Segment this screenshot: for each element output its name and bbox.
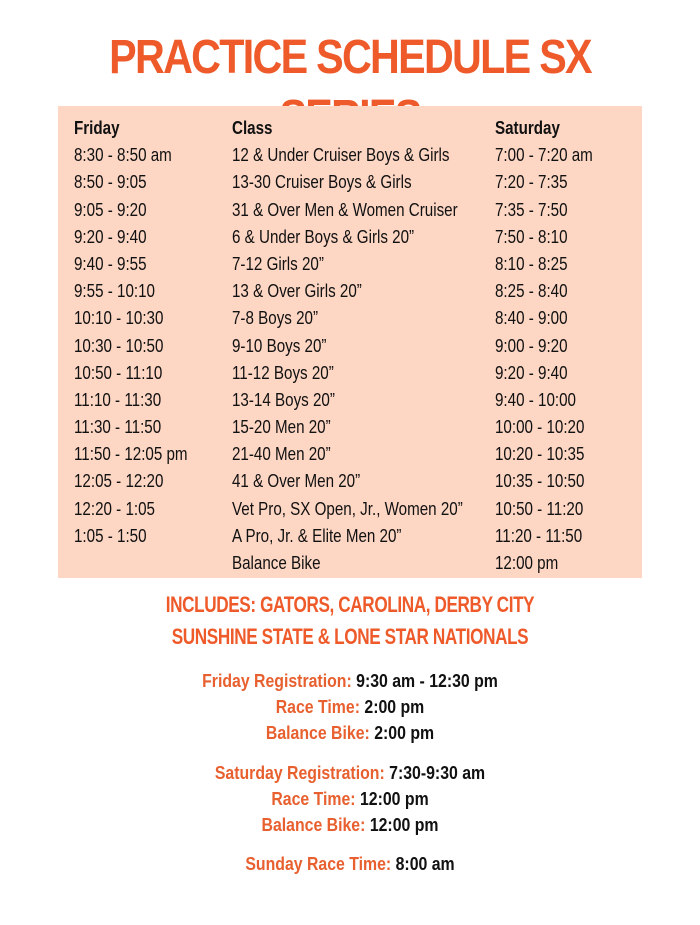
saturday-time-cell: 7:20 - 7:35: [495, 171, 568, 193]
saturday-time-cell: 9:00 - 9:20: [495, 334, 568, 356]
saturday-race-time-line: [42, 786, 658, 812]
friday-time-cell: 11:30 - 11:50: [74, 416, 162, 438]
saturday-registration-line: [42, 760, 658, 786]
saturday-time-cell: 10:00 - 10:20: [495, 416, 585, 438]
saturday-time-cell: 11:20 - 11:50: [495, 524, 583, 546]
class-column: [232, 114, 513, 576]
friday-time-cell: 12:20 - 1:05: [74, 497, 155, 519]
class-name-cell: 21-40 Men 20”: [232, 443, 331, 465]
friday-time-cell: 11:10 - 11:30: [74, 388, 162, 410]
saturday-time-cell: 7:50 - 8:10: [495, 225, 568, 247]
class-name-cell: Balance Bike: [232, 552, 321, 573]
class-name-cell: 7-12 Girls 20”: [232, 252, 324, 274]
saturday-time-cell: 12:00 pm: [495, 552, 559, 573]
friday-time-cell: 10:50 - 11:10: [74, 361, 163, 383]
friday-column: [74, 114, 213, 576]
class-name-cell: 7-8 Boys 20”: [232, 307, 319, 329]
friday-time-cell: 9:55 - 10:10: [74, 280, 155, 302]
saturday-header: Saturday: [495, 117, 560, 138]
class-name-cell: 9-10 Boys 20”: [232, 334, 327, 356]
friday-registration-line: [42, 668, 658, 694]
schedule-table: [58, 106, 642, 578]
friday-info: [42, 668, 658, 746]
sunday-race-time-label: Sunday Race Time:: [245, 854, 392, 874]
sunday-race-time-line: [42, 851, 658, 877]
saturday-registration-label: Saturday Registration:: [214, 763, 385, 783]
class-name-cell: A Pro, Jr. & Elite Men 20”: [232, 524, 402, 546]
class-name-cell: Vet Pro, SX Open, Jr., Women 20”: [232, 497, 463, 519]
page-title: PRACTICE SCHEDULE SX: [109, 31, 591, 84]
saturday-info: [42, 760, 658, 838]
saturday-balance-bike-label: Balance Bike:: [261, 815, 366, 835]
friday-time-cell: 10:10 - 10:30: [74, 307, 164, 329]
saturday-time-cell: 9:20 - 9:40: [495, 361, 568, 383]
saturday-time-cell: 7:35 - 7:50: [495, 198, 568, 220]
friday-balance-bike-value: 2:00 pm: [374, 723, 435, 743]
includes-line-1: INCLUDES: GATORS, CAROLINA, DERBY CITY: [165, 592, 535, 617]
class-name-cell: 13 & Over Girls 20”: [232, 280, 362, 302]
friday-race-time-label: Race Time:: [275, 697, 360, 717]
friday-registration-label: Friday Registration:: [202, 671, 352, 691]
saturday-time-cell: 10:20 - 10:35: [495, 443, 585, 465]
class-header: Class: [232, 117, 273, 138]
class-name-cell: 6 & Under Boys & Girls 20”: [232, 225, 415, 247]
friday-time-cell: 12:05 - 12:20: [74, 470, 164, 492]
saturday-race-time-value: 12:00 pm: [359, 789, 429, 809]
friday-header: Friday: [74, 117, 120, 138]
saturday-race-time-label: Race Time:: [271, 789, 356, 809]
class-name-cell: 11-12 Boys 20”: [232, 361, 334, 383]
friday-time-cell: 9:40 - 9:55: [74, 252, 147, 274]
friday-race-time-value: 2:00 pm: [364, 697, 425, 717]
saturday-time-cell: 10:35 - 10:50: [495, 470, 585, 492]
saturday-time-cell: 10:50 - 11:20: [495, 497, 584, 519]
class-name-cell: 13-30 Cruiser Boys & Girls: [232, 171, 412, 193]
friday-time-cell: 11:50 - 12:05 pm: [74, 443, 188, 465]
class-name-cell: 12 & Under Cruiser Boys & Girls: [232, 144, 450, 166]
saturday-column: [495, 114, 614, 576]
friday-time-cell: 8:30 - 8:50 am: [74, 144, 172, 166]
friday-registration-value: 9:30 am - 12:30 pm: [356, 671, 498, 691]
class-name-cell: 41 & Over Men 20”: [232, 470, 361, 492]
saturday-balance-bike-line: [42, 812, 658, 838]
class-name-cell: 31 & Over Men & Women Cruiser: [232, 198, 458, 220]
sunday-info: [42, 851, 658, 877]
saturday-time-cell: 8:25 - 8:40: [495, 280, 568, 302]
saturday-time-cell: 9:40 - 10:00: [495, 388, 576, 410]
sunday-race-time-value: 8:00 am: [395, 854, 455, 874]
friday-time-cell: 9:20 - 9:40: [74, 225, 147, 247]
friday-time-cell: 9:05 - 9:20: [74, 198, 147, 220]
friday-time-cell: 8:50 - 9:05: [74, 171, 147, 193]
saturday-time-cell: 8:40 - 9:00: [495, 307, 568, 329]
saturday-time-cell: 8:10 - 8:25: [495, 252, 568, 274]
friday-race-time-line: [42, 694, 658, 720]
class-name-cell: 15-20 Men 20”: [232, 416, 331, 438]
includes-line-2: SUNSHINE STATE & LONE STAR NATIONALS: [171, 624, 529, 649]
friday-time-cell: 10:30 - 10:50: [74, 334, 164, 356]
friday-balance-bike-line: [42, 720, 658, 746]
saturday-registration-value: 7:30-9:30 am: [389, 763, 486, 783]
friday-balance-bike-label: Balance Bike:: [265, 723, 370, 743]
friday-time-cell: [74, 549, 188, 576]
saturday-balance-bike-value: 12:00 pm: [369, 815, 439, 835]
class-name-cell: 13-14 Boys 20”: [232, 388, 335, 410]
saturday-time-cell: 7:00 - 7:20 am: [495, 144, 593, 166]
friday-time-cell: 1:05 - 1:50: [74, 524, 147, 546]
